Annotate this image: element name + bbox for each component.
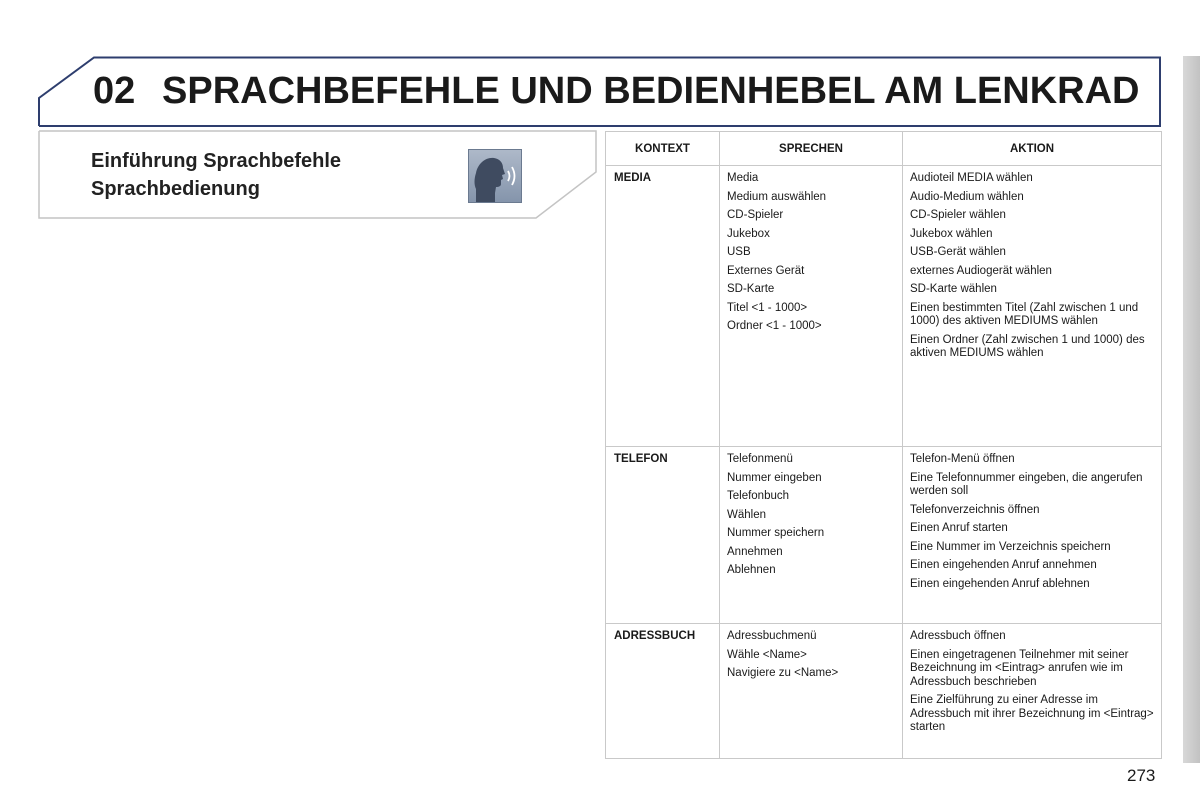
voice-command-icon (468, 149, 522, 203)
action-item: Audioteil MEDIA wählen (910, 172, 1033, 184)
action-item: externes Audiogerät wählen (910, 264, 1052, 277)
action-item: Eine Zielführung zu einer Adresse im Adressbuch mit ihrer Bezeichnung im <Eintrag> starten (910, 694, 1154, 733)
action-item: SD-Karte wählen (910, 283, 997, 295)
action-item: Telefon-Menü öffnen (910, 453, 1015, 465)
action-item: Telefonverzeichnis öffnen (910, 503, 1040, 516)
context-cell: ADRESSBUCH (606, 624, 720, 759)
speak-item: Externes Gerät (727, 264, 805, 277)
speak-cell (720, 447, 903, 624)
speak-cell (720, 166, 903, 447)
table-row-adressbuch (606, 624, 1162, 759)
section-header-box (38, 130, 598, 222)
header-sprechen: SPRECHEN (720, 132, 903, 166)
action-item: Einen bestimmten Titel (Zahl zwischen 1 und 1000) des aktiven MEDIUMS wählen (910, 301, 1139, 327)
action-item: Einen Ordner (Zahl zwischen 1 und 1000) des aktiven MEDIUMS wählen (910, 333, 1145, 359)
speak-item: Media (727, 172, 759, 184)
table-row-telefon (606, 447, 1162, 624)
speak-item: Ablehnen (727, 564, 776, 576)
speak-item: Medium auswählen (727, 190, 827, 203)
action-item: Eine Telefonnummer eingeben, die angerufen werden soll (910, 471, 1143, 497)
speak-item: CD-Spieler (727, 209, 784, 221)
action-item: Einen Anruf starten (910, 522, 1008, 534)
header-kontext: KONTEXT (606, 132, 720, 166)
speak-item: Nummer speichern (727, 527, 825, 539)
context-cell: TELEFON (606, 447, 720, 624)
action-cell (903, 166, 1162, 447)
context-cell: MEDIA (606, 166, 720, 447)
table-row-media (606, 166, 1162, 447)
speak-item: Telefonmenü (727, 453, 793, 465)
action-item: Jukebox wählen (910, 227, 993, 240)
speak-cell (720, 624, 903, 759)
chapter-title: SPRACHBEFEHLE UND BEDIENHEBEL AM LENKRAD (162, 70, 1140, 112)
speak-item: Ordner <1 - 1000> (727, 320, 822, 332)
action-item: CD-Spieler wählen (910, 209, 1006, 221)
action-item: Eine Nummer im Verzeichnis speichern (910, 540, 1111, 553)
action-item: Einen eingehenden Anruf annehmen (910, 559, 1097, 571)
section-title-line2: Sprachbedienung (91, 178, 260, 200)
speak-item: Jukebox (727, 227, 770, 240)
table-header-row (606, 132, 1162, 166)
chapter-number: 02 (93, 70, 136, 112)
action-item: Adressbuch öffnen (910, 630, 1006, 642)
page-side-tab (1183, 56, 1200, 763)
speak-item: Nummer eingeben (727, 471, 822, 484)
voice-command-table (605, 131, 1162, 759)
speak-item: Wähle <Name> (727, 648, 807, 661)
action-item: USB-Gerät wählen (910, 246, 1006, 258)
speak-item: Annehmen (727, 545, 783, 558)
chapter-header (38, 56, 1162, 128)
action-item: Einen eingehenden Anruf ablehnen (910, 577, 1090, 590)
speak-item: Telefonbuch (727, 490, 790, 502)
header-aktion: AKTION (903, 132, 1162, 166)
speak-item: USB (727, 246, 751, 258)
action-item: Einen eingetragenen Teilnehmer mit seiner Bezeichnung im <Eintrag> anrufen wie im Adressbuch beschrieben (910, 648, 1129, 688)
action-cell (903, 624, 1162, 759)
page-number: 273 (1127, 766, 1156, 785)
speak-item: SD-Karte (727, 283, 775, 295)
speak-item: Navigiere zu <Name> (727, 667, 839, 679)
speak-item: Adressbuchmenü (727, 630, 817, 642)
action-cell (903, 447, 1162, 624)
section-title-line1: Einführung Sprachbefehle (91, 150, 342, 172)
speak-item: Wählen (727, 508, 766, 521)
action-item: Audio-Medium wählen (910, 190, 1024, 203)
section-title (91, 147, 341, 203)
speak-item: Titel <1 - 1000> (727, 301, 808, 314)
